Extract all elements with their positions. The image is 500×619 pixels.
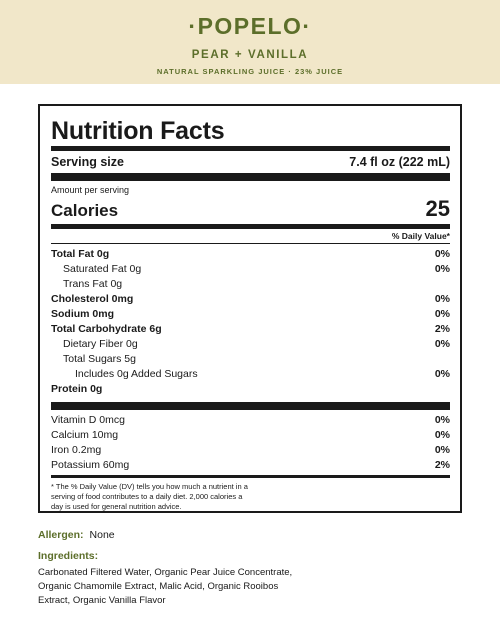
daily-value-heading: % Daily Value* [391,231,450,241]
nutrient-dv: 0% [434,248,450,260]
vitamin-row [51,413,450,428]
nutrient-row [51,292,450,307]
ingredients-text: Carbonated Filtered Water, Organic Pear Juice Concentrate, Organic Chamomile Extract, Malic Acid, Organic Rooibos Extract, Organic Vanilla Flavor [38,567,293,606]
nutrient-dv: 0% [434,338,450,350]
nutrient-label: Trans Fat 0g [63,278,123,290]
divider-medium [51,475,450,478]
serving-size-value: 7.4 fl oz (222 mL) [349,155,450,169]
nutrient-row [51,247,450,262]
nutrient-row [51,262,450,277]
vitamin-dv: 2% [434,459,450,471]
nutrient-row [51,277,450,292]
vitamin-dv: 0% [434,444,450,456]
nutrient-label: Dietary Fiber 0g [63,338,138,350]
nutrient-label: Total Sugars 5g [63,353,136,365]
daily-value-footnote: * The % Daily Value (DV) tells you how much a nutrient in a serving of food contributes to a daily diet. 2,000 calories a day is used for general nutrition advice. [51,482,248,511]
vitamin-row [51,458,450,473]
allergen-label: Allergen: [38,529,84,541]
nutrient-row [51,322,450,337]
nutrient-label: Total Fat 0g [51,248,110,260]
nutrient-row [51,367,450,382]
nutrient-dv: 2% [434,323,450,335]
amount-per-serving: Amount per serving [51,185,130,195]
nutrient-label: Protein 0g [51,383,103,395]
nutrient-row [51,382,450,397]
nutrient-label: Saturated Fat 0g [63,263,142,275]
vitamin-list [51,413,450,473]
vitamin-dv: 0% [434,414,450,426]
calories-value: 25 [425,196,450,221]
calories-row [51,196,450,221]
vitamin-row [51,428,450,443]
divider-thin [51,243,450,244]
calories-label: Calories [51,201,119,220]
nutrient-label: Sodium 0mg [51,308,115,320]
nutrient-row [51,337,450,352]
vitamin-label: Vitamin D 0mcg [51,414,125,426]
vitamin-label: Calcium 10mg [51,429,119,441]
ingredients-label: Ingredients: [38,550,99,562]
product-info [38,528,462,608]
nutrient-dv: 0% [434,308,450,320]
nutrient-dv: 0% [434,293,450,305]
divider-extra-thick [51,402,450,410]
flavor-name: PEAR + VANILLA [191,49,309,61]
vitamin-dv: 0% [434,429,450,441]
allergen-row [38,528,462,543]
nutrient-row [51,352,450,367]
nutrition-facts-title: Nutrition Facts [51,117,225,145]
nutrient-dv: 0% [434,368,450,380]
product-tagline: NATURAL SPARKLING JUICE · 23% JUICE [156,67,344,76]
vitamin-label: Iron 0.2mg [51,444,102,456]
divider-extra-thick [51,173,450,181]
vitamin-row [51,443,450,458]
nutrient-label: Includes 0g Added Sugars [75,368,198,380]
allergen-value: None [89,529,115,541]
serving-size-row [51,151,450,173]
serving-size-label: Serving size [51,155,124,169]
nutrient-label: Total Carbohydrate 6g [51,323,162,335]
brand-header [0,0,500,84]
nutrient-list [51,247,450,397]
nutrient-dv: 0% [434,263,450,275]
vitamin-label: Potassium 60mg [51,459,130,471]
nutrition-facts-panel [38,104,462,513]
brand-name: ·POPELO· [188,13,312,39]
nutrient-label: Cholesterol 0mg [51,293,134,305]
nutrient-row [51,307,450,322]
